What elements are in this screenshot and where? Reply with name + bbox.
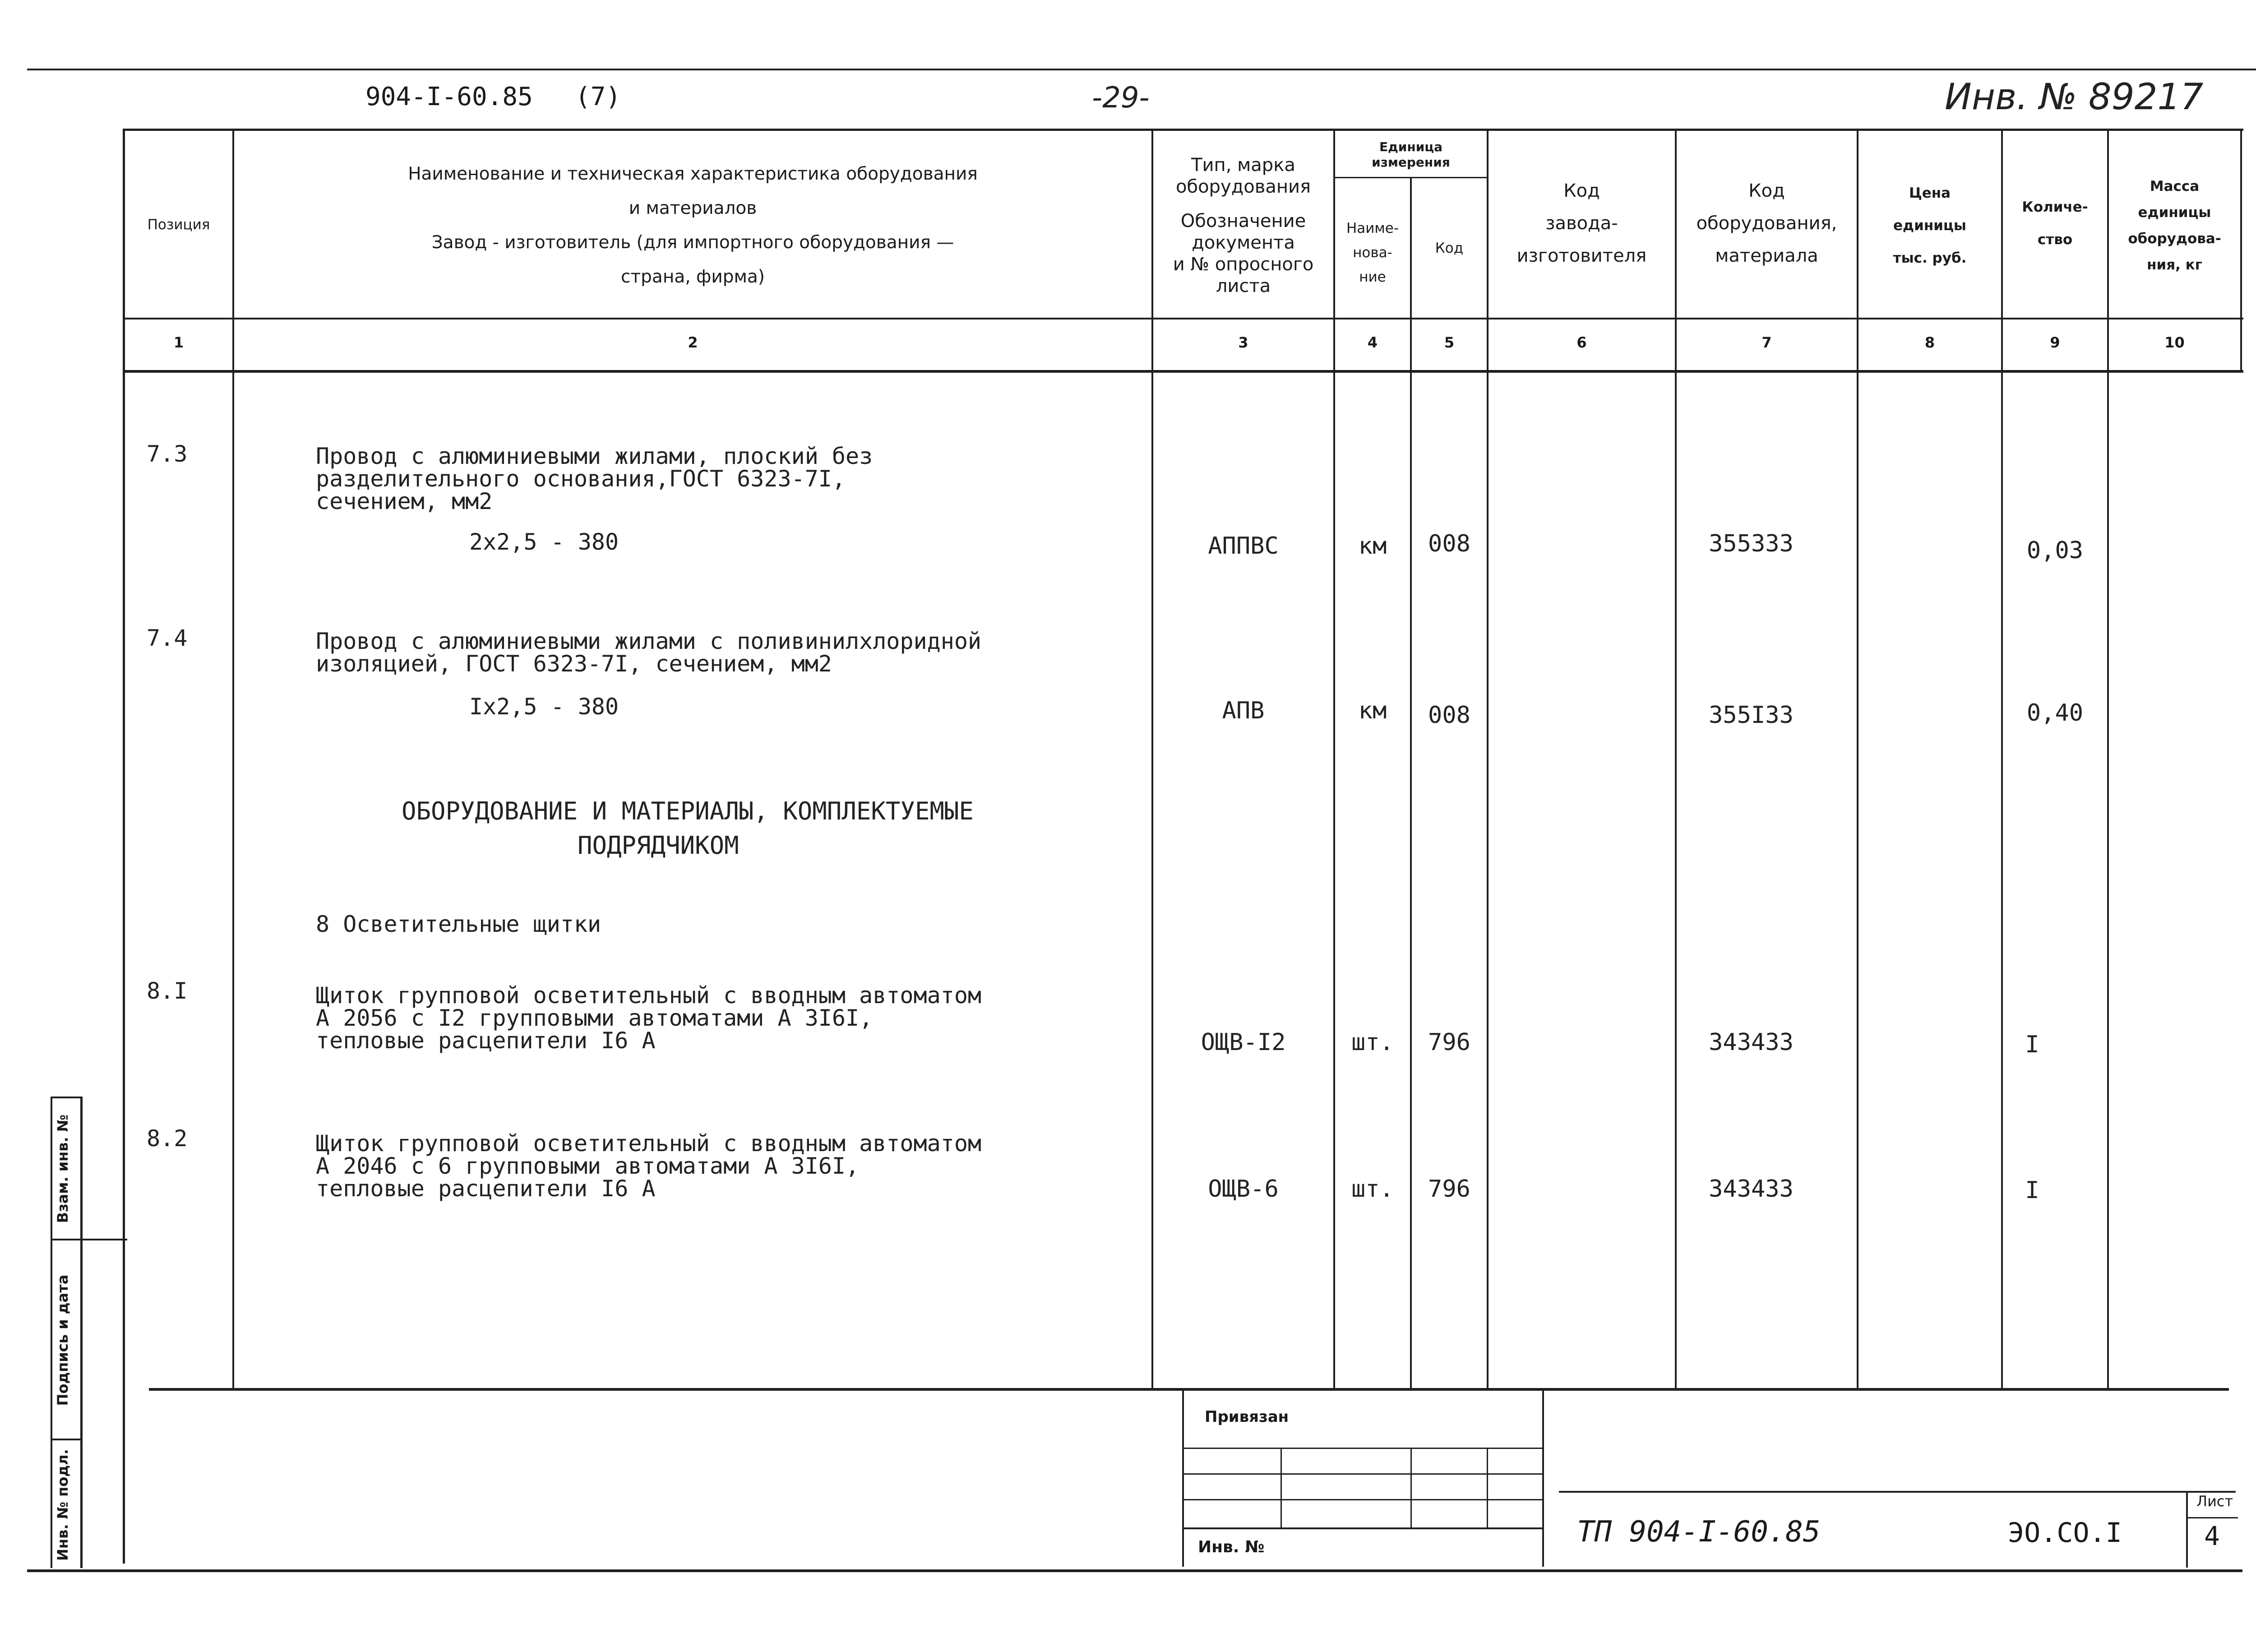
title-block-top xyxy=(1559,1491,2236,1493)
sheet-cell-divider xyxy=(2186,1517,2238,1518)
stamp-inv-label: Инв. № xyxy=(1198,1538,1265,1556)
header-position: Позиция xyxy=(147,216,210,233)
row-8-2-desc-line3: тепловые расцепители I6 А xyxy=(316,1175,656,1202)
stamp-bound-right xyxy=(1542,1391,1544,1567)
colnum-10: 10 xyxy=(2164,334,2185,351)
row-7-4-qty: 0,40 xyxy=(2026,699,2084,727)
row-8-1-desc-line3: тепловые расцепители I6 А xyxy=(316,1027,656,1054)
header-mass: Масса единицы оборудова- ния, кг xyxy=(2128,178,2221,273)
copy-number: (7) xyxy=(575,82,621,111)
inventory-number: Инв. № 89217 xyxy=(1945,76,2204,118)
header-quantity: Количе- ство xyxy=(2022,199,2088,248)
row-8-2-qty: I xyxy=(2025,1177,2039,1204)
row-7-4-desc-line2: изоляцией, ГОСТ 6323-7I, сечением, мм2 xyxy=(316,651,832,677)
row-8-1-unit: шт. xyxy=(1351,1029,1394,1056)
row-7-3-spec: 2х2,5 - 380 xyxy=(469,529,619,555)
row-7-3-code: 355333 xyxy=(1709,530,1794,557)
header-type: Тип, марка оборудования Обозначение документа и № опросного листа xyxy=(1173,155,1314,296)
row-7-4-code: 355I33 xyxy=(1709,702,1794,729)
stamp-row-line-2 xyxy=(1182,1473,1543,1475)
side-label-sign-date: Подпись и дата xyxy=(54,1274,71,1406)
colnum-3: 3 xyxy=(1238,334,1248,351)
side-stamp-left xyxy=(51,1097,52,1568)
col-divider-5 xyxy=(1487,129,1489,1390)
row-8-2-code: 343433 xyxy=(1709,1175,1794,1203)
row-8-1-unit-code: 796 xyxy=(1428,1029,1470,1056)
subsection-title: 8 Осветительные щитки xyxy=(316,911,601,937)
side-stamp-div-1 xyxy=(51,1239,127,1240)
col-divider-1 xyxy=(232,129,234,1390)
header-unit-name: Наиме- нова- ние xyxy=(1346,220,1399,285)
page-bottom-line xyxy=(27,1569,2242,1572)
col-divider-4 xyxy=(1410,177,1412,1390)
stamp-row-line-4 xyxy=(1182,1527,1543,1529)
top-border-line xyxy=(27,69,2256,70)
row-7-3-unit-code: 008 xyxy=(1428,530,1470,557)
header-divider xyxy=(123,318,2243,319)
row-7-4-unit-code: 008 xyxy=(1428,702,1470,729)
row-7-4-unit: км xyxy=(1358,697,1387,724)
colnum-8: 8 xyxy=(1924,334,1935,351)
header-unit-code: Код xyxy=(1435,240,1464,256)
colnum-2: 2 xyxy=(688,334,698,351)
colnum-5: 5 xyxy=(1444,334,1455,351)
table-right-border xyxy=(2240,129,2242,370)
row-8-1-desc-line2: А 2056 с I2 групповыми автоматами А 3I6I, xyxy=(316,1005,873,1031)
section-heading-line1: ОБОРУДОВАНИЕ И МАТЕРИАЛЫ, КОМПЛЕКТУЕМЫЕ xyxy=(402,797,974,825)
sheet-cell-left xyxy=(2186,1491,2188,1568)
row-7-4-type: АПВ xyxy=(1222,697,1265,724)
stamp-inner-divider-2 xyxy=(1410,1448,1412,1529)
colnum-9: 9 xyxy=(2050,334,2060,351)
row-8-2-position: 8.2 xyxy=(147,1125,188,1152)
header-equipment-code: Код оборудования, материала xyxy=(1696,180,1837,266)
row-8-1-desc-line1: Щиток групповой осветительный с вводным автоматом xyxy=(316,982,982,1009)
row-7-3-desc-line1: Провод с алюминиевыми жилами, плоский без xyxy=(316,443,873,469)
stamp-inner-divider-3 xyxy=(1487,1448,1488,1529)
col-divider-7 xyxy=(1857,129,1858,1390)
sheet-number: 4 xyxy=(2204,1521,2220,1551)
side-stamp-right xyxy=(80,1097,83,1568)
stamp-bound-label: Привязан xyxy=(1205,1408,1289,1426)
row-8-1-type: ОЩВ-I2 xyxy=(1201,1029,1286,1056)
row-8-2-desc-line2: А 2046 с 6 групповыми автоматами А 3I6I, xyxy=(316,1153,860,1179)
header-plant-code: Код завода- изготовителя xyxy=(1516,180,1647,266)
row-8-2-desc-line1: Щиток групповой осветительный с вводным автоматом xyxy=(316,1130,982,1157)
side-stamp-top xyxy=(51,1097,82,1098)
doc-number: 904-I-60.85 xyxy=(365,82,533,111)
row-7-3-type: АППВС xyxy=(1208,532,1279,560)
side-label-vzam: Взам. инв. № xyxy=(54,1114,71,1223)
page-number: -29- xyxy=(1092,81,1150,115)
row-8-2-type: ОЩВ-6 xyxy=(1208,1175,1279,1203)
row-7-3-qty: 0,03 xyxy=(2026,537,2084,564)
table-top-border xyxy=(123,129,2243,131)
stamp-inner-divider-1 xyxy=(1281,1448,1282,1529)
colnum-4: 4 xyxy=(1367,334,1378,351)
table-bottom-border xyxy=(149,1388,2229,1391)
sheet-label: Лист xyxy=(2196,1493,2233,1510)
stamp-title: ТП 904-I-60.85 xyxy=(1577,1515,1821,1549)
row-8-1-qty: I xyxy=(2025,1031,2039,1058)
colnum-divider xyxy=(123,370,2243,373)
colnum-6: 6 xyxy=(1576,334,1587,351)
row-7-4-position: 7.4 xyxy=(147,625,188,651)
row-8-2-unit-code: 796 xyxy=(1428,1175,1470,1203)
row-7-3-desc-line3: сечением, мм2 xyxy=(316,488,493,514)
row-8-2-unit: шт. xyxy=(1351,1175,1394,1203)
row-7-3-desc-line2: разделительного основания,ГОСТ 6323-7I, xyxy=(316,466,846,492)
col-divider-9 xyxy=(2107,129,2109,1390)
row-8-1-code: 343433 xyxy=(1709,1029,1794,1056)
header-price: Цена единицы тыс. руб. xyxy=(1893,185,1967,266)
stamp-row-line-1 xyxy=(1182,1448,1543,1449)
stamp-bound-left xyxy=(1182,1391,1184,1567)
colnum-7: 7 xyxy=(1761,334,1772,351)
row-8-1-position: 8.I xyxy=(147,978,188,1004)
colnum-1: 1 xyxy=(173,334,184,351)
side-label-inv-podl: Инв. № подл. xyxy=(54,1449,71,1561)
section-heading-line2: ПОДРЯДЧИКОМ xyxy=(578,831,739,860)
row-7-3-unit: км xyxy=(1358,532,1387,560)
stamp-row-line-3 xyxy=(1182,1499,1543,1500)
stamp-mark: ЭО.СО.I xyxy=(2008,1517,2122,1549)
header-name: Наименование и техническая характеристика оборудования и материалов Завод - изготовитель (для импортного оборудования — страна, фирма) xyxy=(408,164,978,287)
row-7-3-position: 7.3 xyxy=(147,441,188,467)
row-7-4-spec: Iх2,5 - 380 xyxy=(469,694,619,720)
header-unit-group: Единица измерения xyxy=(1372,139,1450,170)
row-7-4-desc-line1: Провод с алюминиевыми жилами с поливинилхлоридной xyxy=(316,628,982,654)
